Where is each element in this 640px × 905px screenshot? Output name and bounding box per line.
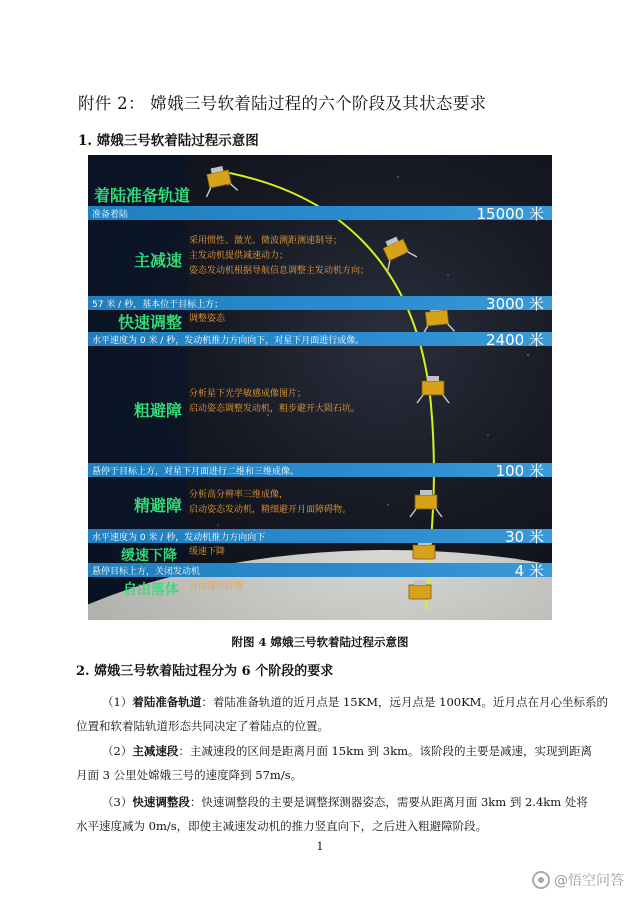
paragraph-line: 月面 3 公里处嫦娥三号的速度降到 57m/s。	[76, 768, 303, 782]
watermark-logo-icon	[532, 871, 550, 889]
desc-line: 自由落体降落	[189, 582, 244, 592]
stage-landing-prep: 着陆准备轨道	[94, 186, 191, 205]
altitude-4: 4 米	[514, 562, 544, 580]
desc-line: 主发动机提供减速动力；	[189, 251, 289, 261]
stage-fast-adjust: 快速调整	[118, 313, 183, 332]
paragraph-2	[76, 739, 592, 787]
band-prepare-text: 准备着陆	[92, 210, 129, 220]
stage-free-fall: 自由落体	[123, 582, 179, 598]
desc-coarse-avoid	[189, 387, 360, 417]
band-engine-off-text: 悬停目标上方，关闭发动机	[92, 567, 201, 577]
altitude-3000: 3000 米	[486, 295, 544, 313]
lander-5	[410, 490, 442, 517]
watermark-text: @悟空问答	[554, 873, 624, 889]
paragraph-text: ：着陆准备轨道的近月点是 15KM，远月点是 100KM。近月点在月心坐标系的	[201, 695, 608, 709]
attachment-title: 附件 2： 嫦娥三号软着陆过程的六个阶段及其状态要求	[78, 94, 487, 113]
desc-fine-avoid	[189, 488, 351, 518]
band-hover-imaging-text: 水平速度为 0 米 / 秒，发动机推力方向向下，对星下月面进行成像。	[92, 336, 365, 346]
paragraph-number: （3）	[102, 795, 133, 809]
paragraph-line: 位置和软着陆轨道形态共同决定了着陆点的位置。	[76, 719, 329, 733]
paragraph-line	[76, 690, 608, 714]
stage-fine-avoid: 精避障	[134, 496, 183, 515]
desc-slow-descent	[189, 545, 225, 560]
figure-caption: 附图 4 嫦娥三号软着陆过程示意图	[231, 635, 409, 649]
section2-title: 2. 嫦娥三号软着陆过程分为 6 个阶段的要求	[76, 664, 334, 679]
stage-main-decel: 主减速	[134, 251, 183, 270]
paragraph-label: 着陆准备轨道	[132, 695, 202, 709]
desc-free-fall	[189, 580, 243, 595]
desc-line: 调整姿态	[189, 314, 226, 324]
desc-line: 缓速下降	[189, 547, 226, 557]
band-zero-speed-text: 水平速度为 0 米 / 秒，发动机推力方向向下	[92, 533, 266, 543]
stage-slow-descent: 缓速下降	[121, 548, 177, 564]
altitude-15000: 15000 米	[476, 205, 544, 223]
desc-main-decel	[189, 234, 369, 279]
desc-line: 姿态发动机根据导航信息调整主发动机方向；	[189, 266, 370, 276]
paragraph-number: （2）	[102, 744, 133, 758]
altitude-30: 30 米	[505, 528, 544, 546]
paragraph-1	[76, 690, 608, 738]
landing-process-figure	[88, 155, 552, 620]
paragraph-number: （1）	[102, 695, 133, 709]
altitude-2400: 2400 米	[486, 331, 544, 349]
band-2d3d-text: 悬停于目标上方，对星下月面进行二维和三维成像。	[92, 467, 300, 477]
paragraph-label: 快速调整段	[132, 795, 190, 809]
watermark	[532, 870, 624, 890]
paragraph-text: ：主减速段的区间是距离月面 15km 到 3km。该阶段的主要是减速，实现到距离	[178, 744, 592, 758]
desc-line: 分析高分辨率三维成像，	[189, 490, 289, 500]
band-57-text: 57 米 / 秒，基本位于目标上方；	[92, 300, 224, 310]
lander-1	[201, 164, 238, 197]
paragraph-text: ：快速调整段的主要是调整探测器姿态，需要从距离月面 3km 到 2.4km 处将	[189, 795, 588, 809]
paragraph-label: 主减速段	[132, 744, 179, 758]
stars	[217, 176, 538, 536]
desc-line: 分析星下光学敏感成像图片；	[189, 389, 307, 399]
desc-fast-adjust	[189, 312, 225, 327]
desc-line: 启动姿态发动机，精细避开月面障碍物。	[189, 505, 352, 515]
section1-title: 1. 嫦娥三号软着陆过程示意图	[78, 133, 259, 149]
lander-4	[417, 376, 449, 403]
altitude-100: 100 米	[495, 462, 544, 480]
paragraph-line: 水平速度减为 0m/s，即使主减速发动机的推力竖直向下，之后进入粗避障阶段。	[76, 819, 488, 833]
paragraph-line	[76, 739, 592, 763]
stage-coarse-avoid: 粗避障	[134, 401, 183, 420]
desc-line: 启动姿态调整发动机，粗步避开大陨石坑。	[189, 404, 361, 414]
paragraph-3	[76, 790, 588, 838]
page-number: 1	[316, 840, 324, 853]
desc-line: 采用惯性、激光、微波测距测速制导；	[189, 236, 343, 246]
paragraph-line	[76, 790, 588, 814]
